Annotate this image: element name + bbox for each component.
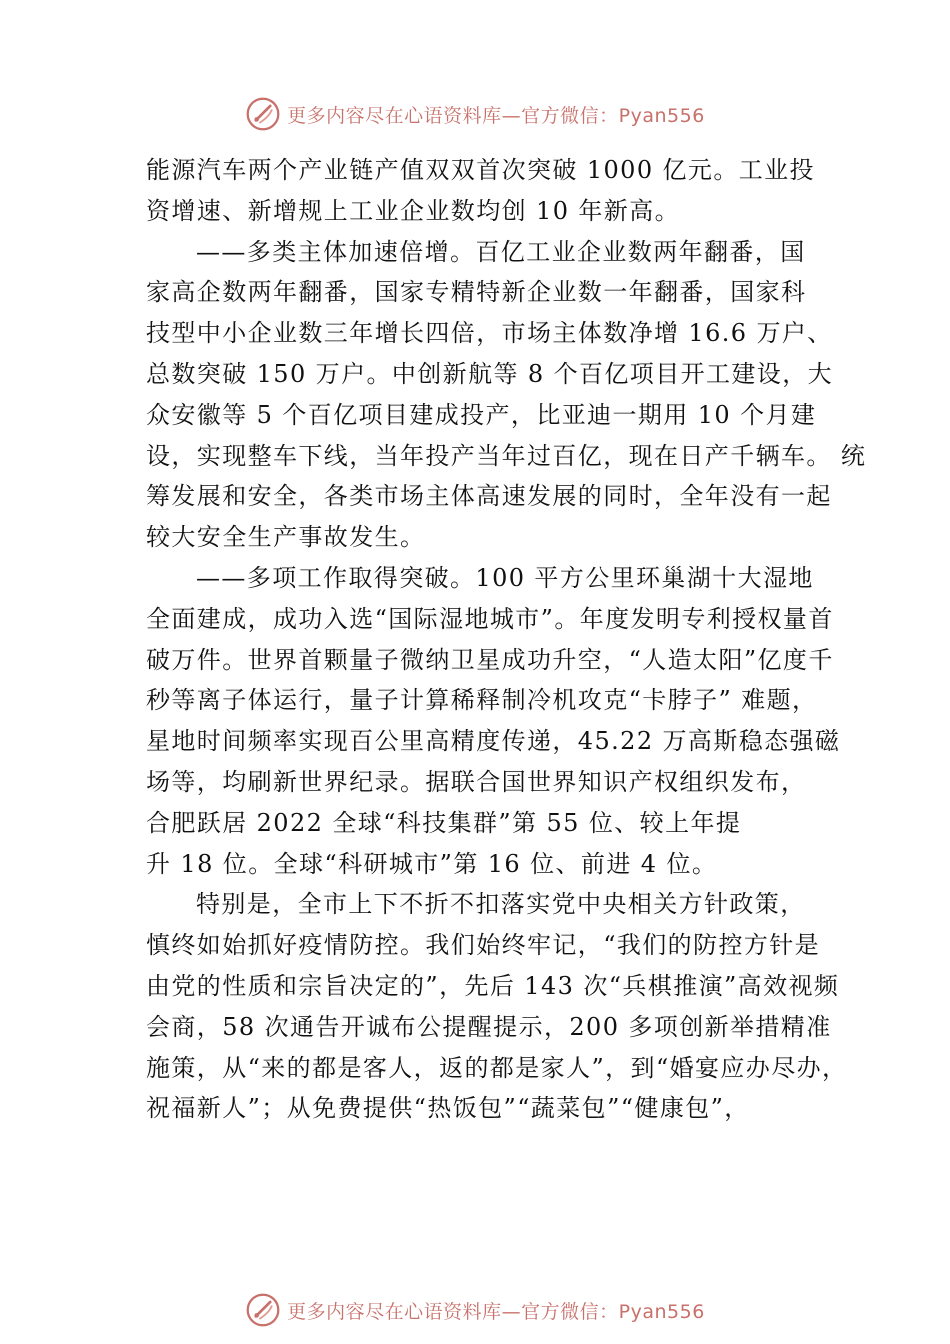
- body-line-2: 资增速、新增规上工业企业数均创 10 年新高。: [146, 196, 680, 225]
- header-watermark-text: 更多内容尽在心语资料库—官方微信：Pyan556: [287, 104, 705, 127]
- body-line-14: 秒等离子体运行，量子计算稀释制冷机攻克“卡脖子” 难题，: [146, 686, 818, 715]
- body-line-3: ——多类主体加速倍增。百亿工业企业数两年翻番，国: [196, 237, 806, 266]
- body-line-15: 星地时间频率实现百公里高精度传递，45.22 万高斯稳态强磁: [146, 727, 841, 756]
- body-line-5: 技型中小企业数三年增长四倍，市场主体数净增 16.6 万户、: [146, 319, 833, 348]
- body-line-10: 较大安全生产事故发生。: [146, 523, 426, 552]
- footer-watermark-banner: [0, 1290, 950, 1330]
- body-line-21: 由党的性质和宗旨决定的”，先后 143 次“兵棋推演”高效视频: [146, 971, 840, 1000]
- body-line-22: 会商，58 次通告开诚布公提醒提示，200 多项创新举措精准: [146, 1012, 832, 1041]
- header-watermark-banner: [0, 94, 950, 134]
- body-line-6: 总数突破 150 万户。中创新航等 8 个百亿项目开工建设，大: [146, 359, 833, 388]
- body-line-8: 设，实现整车下线，当年投产当年过百亿，现在日产千辆车。 统: [146, 441, 867, 470]
- body-line-13: 破万件。世界首颗量子微纳卫星成功升空，“人造太阳”亿度千: [146, 645, 834, 674]
- body-line-7: 众安徽等 5 个百亿项目建成投产，比亚迪一期用 10 个月建: [146, 400, 817, 429]
- body-line-24: 祝福新人”；从免费提供“热饭包”“蔬菜包”“健康包”，: [146, 1094, 750, 1123]
- body-line-18: 升 18 位。全球“科研城市”第 16 位、前进 4 位。: [146, 849, 718, 878]
- body-line-12: 全面建成，成功入选“国际湿地城市”。年度发明专利授权量首: [146, 604, 834, 633]
- body-line-9: 筹发展和安全，各类市场主体高速发展的同时，全年没有一起: [146, 482, 832, 511]
- body-line-11: ——多项工作取得突破。100 平方公里环巢湖十大湿地: [196, 563, 814, 592]
- body-line-16: 场等，均刷新世界纪录。据联合国世界知识产权组织发布，: [146, 767, 807, 796]
- footer-watermark-text: 更多内容尽在心语资料库—官方微信：Pyan556: [287, 1300, 705, 1323]
- body-line-4: 家高企数两年翻番，国家专精特新企业数一年翻番，国家科: [146, 278, 807, 307]
- body-line-23: 施策，从“来的都是客人，返的都是家人”，到“婚宴应办尽办，: [146, 1053, 848, 1082]
- watermark-logo-icon: [245, 96, 281, 132]
- body-line-20: 慎终如始抓好疫情防控。我们始终牢记，“我们的防控方针是: [146, 931, 821, 960]
- body-line-1: 能源汽车两个产业链产值双双首次突破 1000 亿元。工业投: [146, 156, 815, 184]
- body-line-19: 特别是，全市上下不折不扣落实党中央相关方针政策，: [196, 890, 806, 919]
- document-body: [146, 150, 867, 1129]
- watermark-logo-icon: [245, 1292, 281, 1328]
- body-line-17: 合肥跃居 2022 全球“科技集群”第 55 位、较上年提: [146, 808, 742, 837]
